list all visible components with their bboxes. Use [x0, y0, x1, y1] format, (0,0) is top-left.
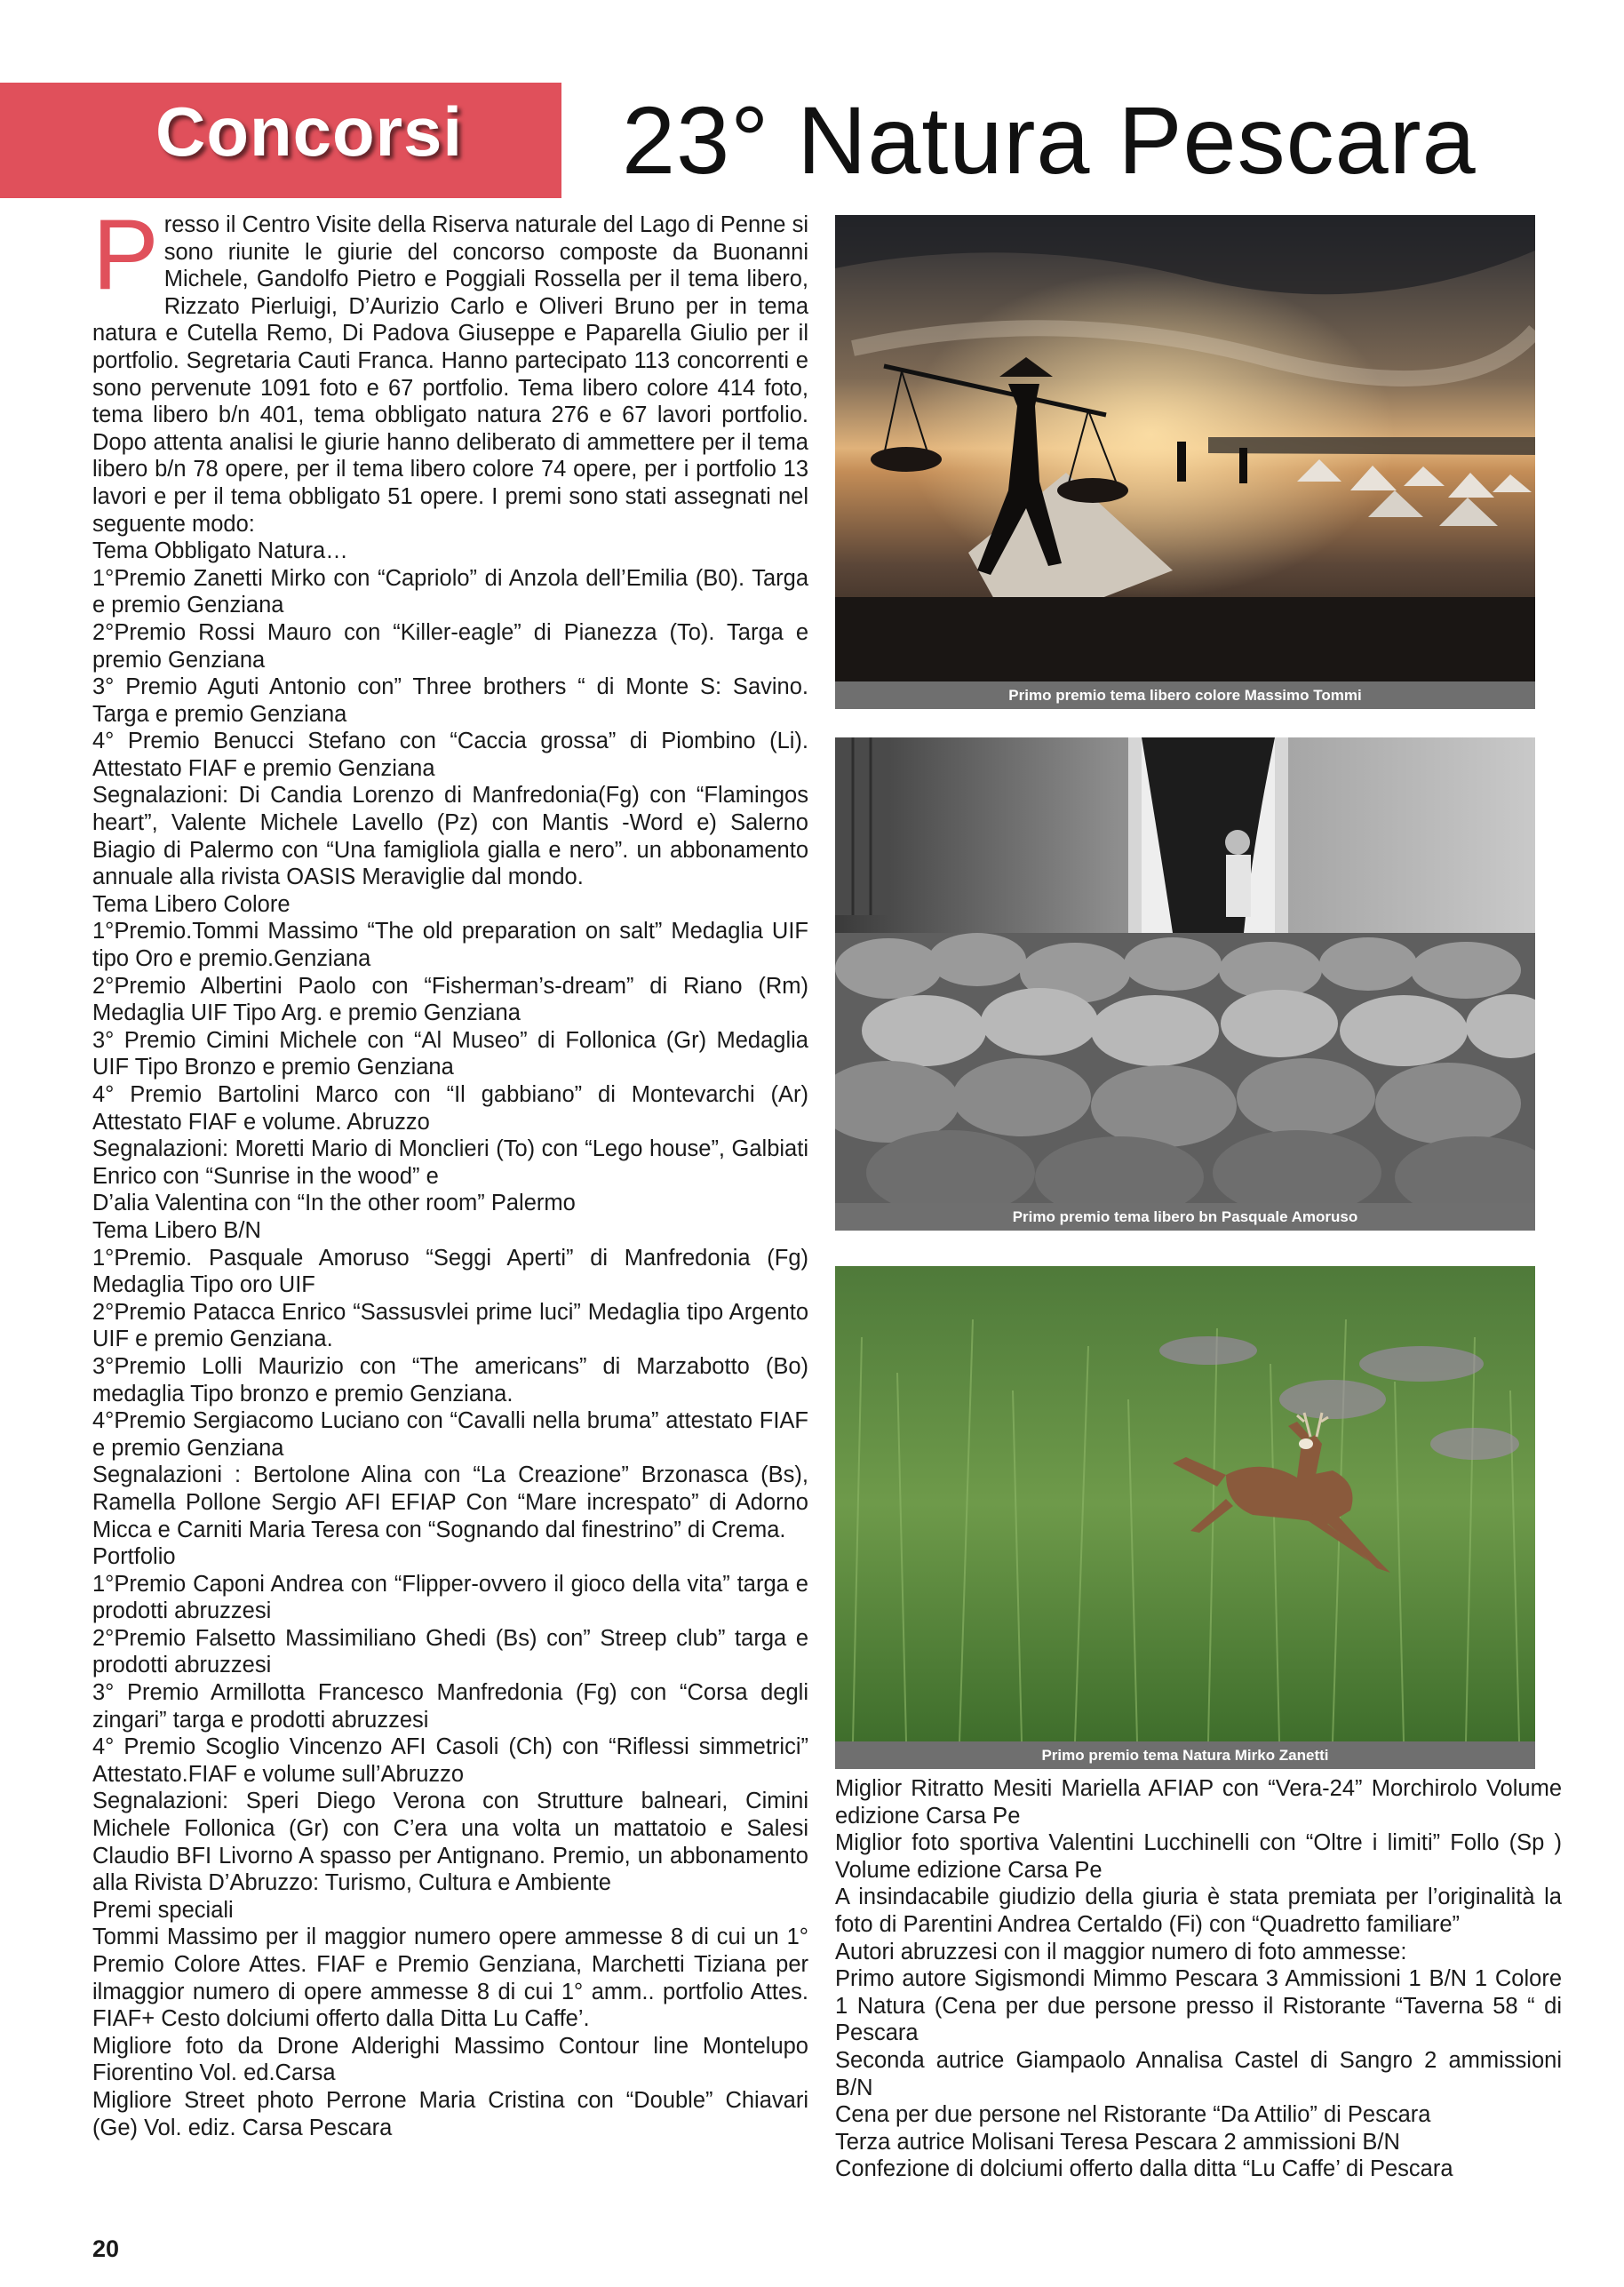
photo-sheep-flock — [835, 737, 1535, 1231]
paragraph: Confezione di dolciumi offerto dalla ditta “Lu Caffe’ di Pescara — [835, 2156, 1453, 2182]
paragraph: 2°Premio Falsetto Massimiliano Ghedi (Bs) con” Streep club” targa e prodotti abruzzesi — [92, 1625, 808, 1678]
paragraph: 2°Premio Albertini Paolo con “Fisherman’s-dream” di Riano (Rm) Medaglia UIF Tipo Arg. e premio Genziana — [92, 973, 808, 1026]
paragraph: 4° Premio Benucci Stefano con “Caccia grossa” di Piombino (Li). Attestato FIAF e premio Genziana — [92, 729, 808, 781]
salt-workers-image — [835, 215, 1535, 681]
page-title: 23° Natura Pescara — [622, 86, 1477, 194]
paragraph: 3°Premio Lolli Maurizio con “The americans” di Marzabotto (Bo) medaglia Tipo bronzo e premio Genziana. — [92, 1353, 808, 1406]
photo-roe-deer — [835, 1266, 1535, 1769]
paragraph: Segnalazioni: Speri Diego Verona con Strutture balneari, Cimini Michele Follonica (Gr) con C’era una volta un mattatoio e Salesi Claudio BFI Livorno A spasso per Antignano. Premio, un abbonamento alla Rivista D’Abruzzo: Turismo, Cultura e Ambiente — [92, 1789, 808, 1896]
paragraph: Miglior Ritratto Mesiti Mariella AFIAP con “Vera-24” Morchirolo Volume edizione Carsa Pe — [835, 1776, 1562, 1829]
paragraph: 3° Premio Aguti Antonio con” Three brothers “ di Monte S: Savino. Targa e premio Genziana — [92, 674, 808, 727]
paragraph: Tema Libero B/N — [92, 1217, 261, 1243]
paragraph: Tema Libero Colore — [92, 891, 291, 917]
paragraph: Miglior foto sportiva Valentini Lucchinelli con “Oltre i limiti” Follo (Sp ) Volume edizione Carsa Pe — [835, 1830, 1562, 1883]
paragraph: 1°Premio Caponi Andrea con “Flipper-ovvero il gioco della vita” targa e prodotti abruzzesi — [92, 1571, 808, 1624]
paragraph: resso il Centro Visite della Riserva naturale del Lago di Penne si sono riunite le giurie del concorso composte da Buonanni Michele, Gandolfo Pietro e Poggiali Rossella per il tema libero, Rizzato Pierluigi, D’Aurizio Carlo e Oliveri Bruno per in tema natura e Cutella Remo, Di Padova Giuseppe e Paparella Giulio per il portfolio. Segretaria Cauti Franca. Hanno partecipato 113 concorrenti e sono pervenute 1091 foto e 67 portfolio. Tema libero colore 414 foto, tema libero b/n 401, tema obbligato natura 276 e 67 lavori portfolio. Dopo attenta analisi le giurie hanno deliberato di ammettere per il tema libero b/n 78 opere, per il tema libero colore 74 opere, per i portfolio 13 lavori e per il tema obbligato 51 opere. I premi sono stati assegnati nel seguente modo: — [92, 212, 808, 537]
photo-caption: Primo premio tema Natura Mirko Zanetti — [835, 1741, 1535, 1769]
paragraph: Migliore Street photo Perrone Maria Cristina con “Double” Chiavari (Ge) Vol. ediz. Carsa Pescara — [92, 2087, 808, 2140]
dropcap: P — [92, 199, 159, 310]
photo-caption: Primo premio tema libero colore Massimo Tommi — [835, 681, 1535, 709]
section-label: Concorsi — [155, 92, 464, 171]
paragraph: Segnalazioni: Moretti Mario di Monclieri (To) con “Lego house”, Galbiati Enrico con “Sunrise in the wood” e — [92, 1136, 808, 1189]
paragraph: Primo autore Sigismondi Mimmo Pescara 3 Ammissioni 1 B/N 1 Colore 1 Natura (Cena per due persone presso il Ristorante “Taverna 58 “ di Pescara — [835, 1966, 1562, 2046]
paragraph: 2°Premio Patacca Enrico “Sassusvlei prime luci” Medaglia tipo Argento UIF e premio Genziana. — [92, 1299, 808, 1352]
paragraph: 3° Premio Armillotta Francesco Manfredonia (Fg) con “Corsa degli zingari” targa e prodotti abruzzesi — [92, 1680, 808, 1733]
paragraph: 1°Premio Zanetti Mirko con “Capriolo” di Anzola dell’Emilia (B0). Targa e premio Genziana — [92, 565, 808, 618]
sheep-flock-image — [835, 737, 1535, 1203]
paragraph: A insindacabile giudizio della giuria è stata premiata per l’originalità la foto di Parentini Andrea Certaldo (Fi) con “Quadretto familiare” — [835, 1885, 1562, 1937]
paragraph: Segnalazioni : Bertolone Alina con “La Creazione” Brzonasca (Bs), Ramella Pollone Sergio AFI EFIAP Con “Mare increspato” di Adorno Micca e Carniti Maria Teresa con “Sognando dal finestrino” di Crema. — [92, 1462, 808, 1542]
page-number: 20 — [92, 2235, 120, 2262]
paragraph: Tommi Massimo per il maggior numero opere ammesse 8 di cui un 1° Premio Colore Attes. FIAF e Premio Genziana, Marchetti Tiziana per ilmaggior numero di opere ammesse 8 di cui 1° amm.. portfolio Attes. FIAF+ Cesto dolciumi offerto dalla Ditta Lu Caffe’. — [92, 1924, 808, 2032]
paragraph: 3° Premio Cimini Michele con “Al Museo” di Follonica (Gr) Medaglia UIF Tipo Bronzo e premio Genziana — [92, 1027, 808, 1080]
paragraph: 2°Premio Rossi Mauro con “Killer-eagle” di Pianezza (To). Targa e premio Genziana — [92, 619, 808, 673]
paragraph: 1°Premio. Pasquale Amoruso “Seggi Aperti” di Manfredonia (Fg) Medaglia Tipo oro UIF — [92, 1245, 808, 1298]
paragraph: D’alia Valentina con “In the other room” Palermo — [92, 1191, 576, 1216]
paragraph: Segnalazioni: Di Candia Lorenzo di Manfredonia(Fg) con “Flamingos heart”, Valente Michele Lavello (Pz) con Mantis -Word e) Salerno Biagio di Palermo con “Una famigliola gialla e nero”. un abbonamento annuale alla rivista OASIS Meraviglie dal mondo. — [92, 783, 808, 890]
photo-caption: Primo premio tema libero bn Pasquale Amoruso — [835, 1203, 1535, 1231]
paragraph: 1°Premio.Tommi Massimo “The old preparation on salt” Medaglia UIF tipo Oro e premio.Genziana — [92, 919, 808, 972]
paragraph: 4°Premio Sergiacomo Luciano con “Cavalli nella bruma” attestato FIAF e premio Genziana — [92, 1408, 808, 1461]
paragraph: Tema Obbligato Natura… — [92, 538, 348, 564]
paragraph: 4° Premio Bartolini Marco con “Il gabbiano” di Montevarchi (Ar) Attestato FIAF e volume. Abruzzo — [92, 1082, 808, 1135]
photo-salt-workers — [835, 215, 1535, 709]
paragraph: Premi speciali — [92, 1897, 234, 1923]
roe-deer-image — [835, 1266, 1535, 1741]
paragraph: Migliore foto da Drone Alderighi Massimo Contour line Montelupo Fiorentino Vol. ed.Carsa — [92, 2033, 808, 2086]
paragraph: 4° Premio Scoglio Vincenzo AFI Casoli (Ch) con “Riflessi simmetrici” Attestato.FIAF e volume sull’Abruzzo — [92, 1734, 808, 1787]
paragraph: Autori abruzzesi con il maggior numero di foto ammesse: — [835, 1939, 1407, 1964]
paragraph: Portfolio — [92, 1544, 176, 1570]
article-left-column — [92, 199, 808, 2141]
paragraph: Terza autrice Molisani Teresa Pescara 2 ammissioni B/N — [835, 2129, 1400, 2155]
article-right-column — [835, 1775, 1562, 2183]
paragraph: Seconda autrice Giampaolo Annalisa Castel di Sangro 2 ammissioni B/N — [835, 2047, 1562, 2100]
paragraph: Cena per due persone nel Ristorante “Da Attilio” di Pescara — [835, 2102, 1431, 2128]
